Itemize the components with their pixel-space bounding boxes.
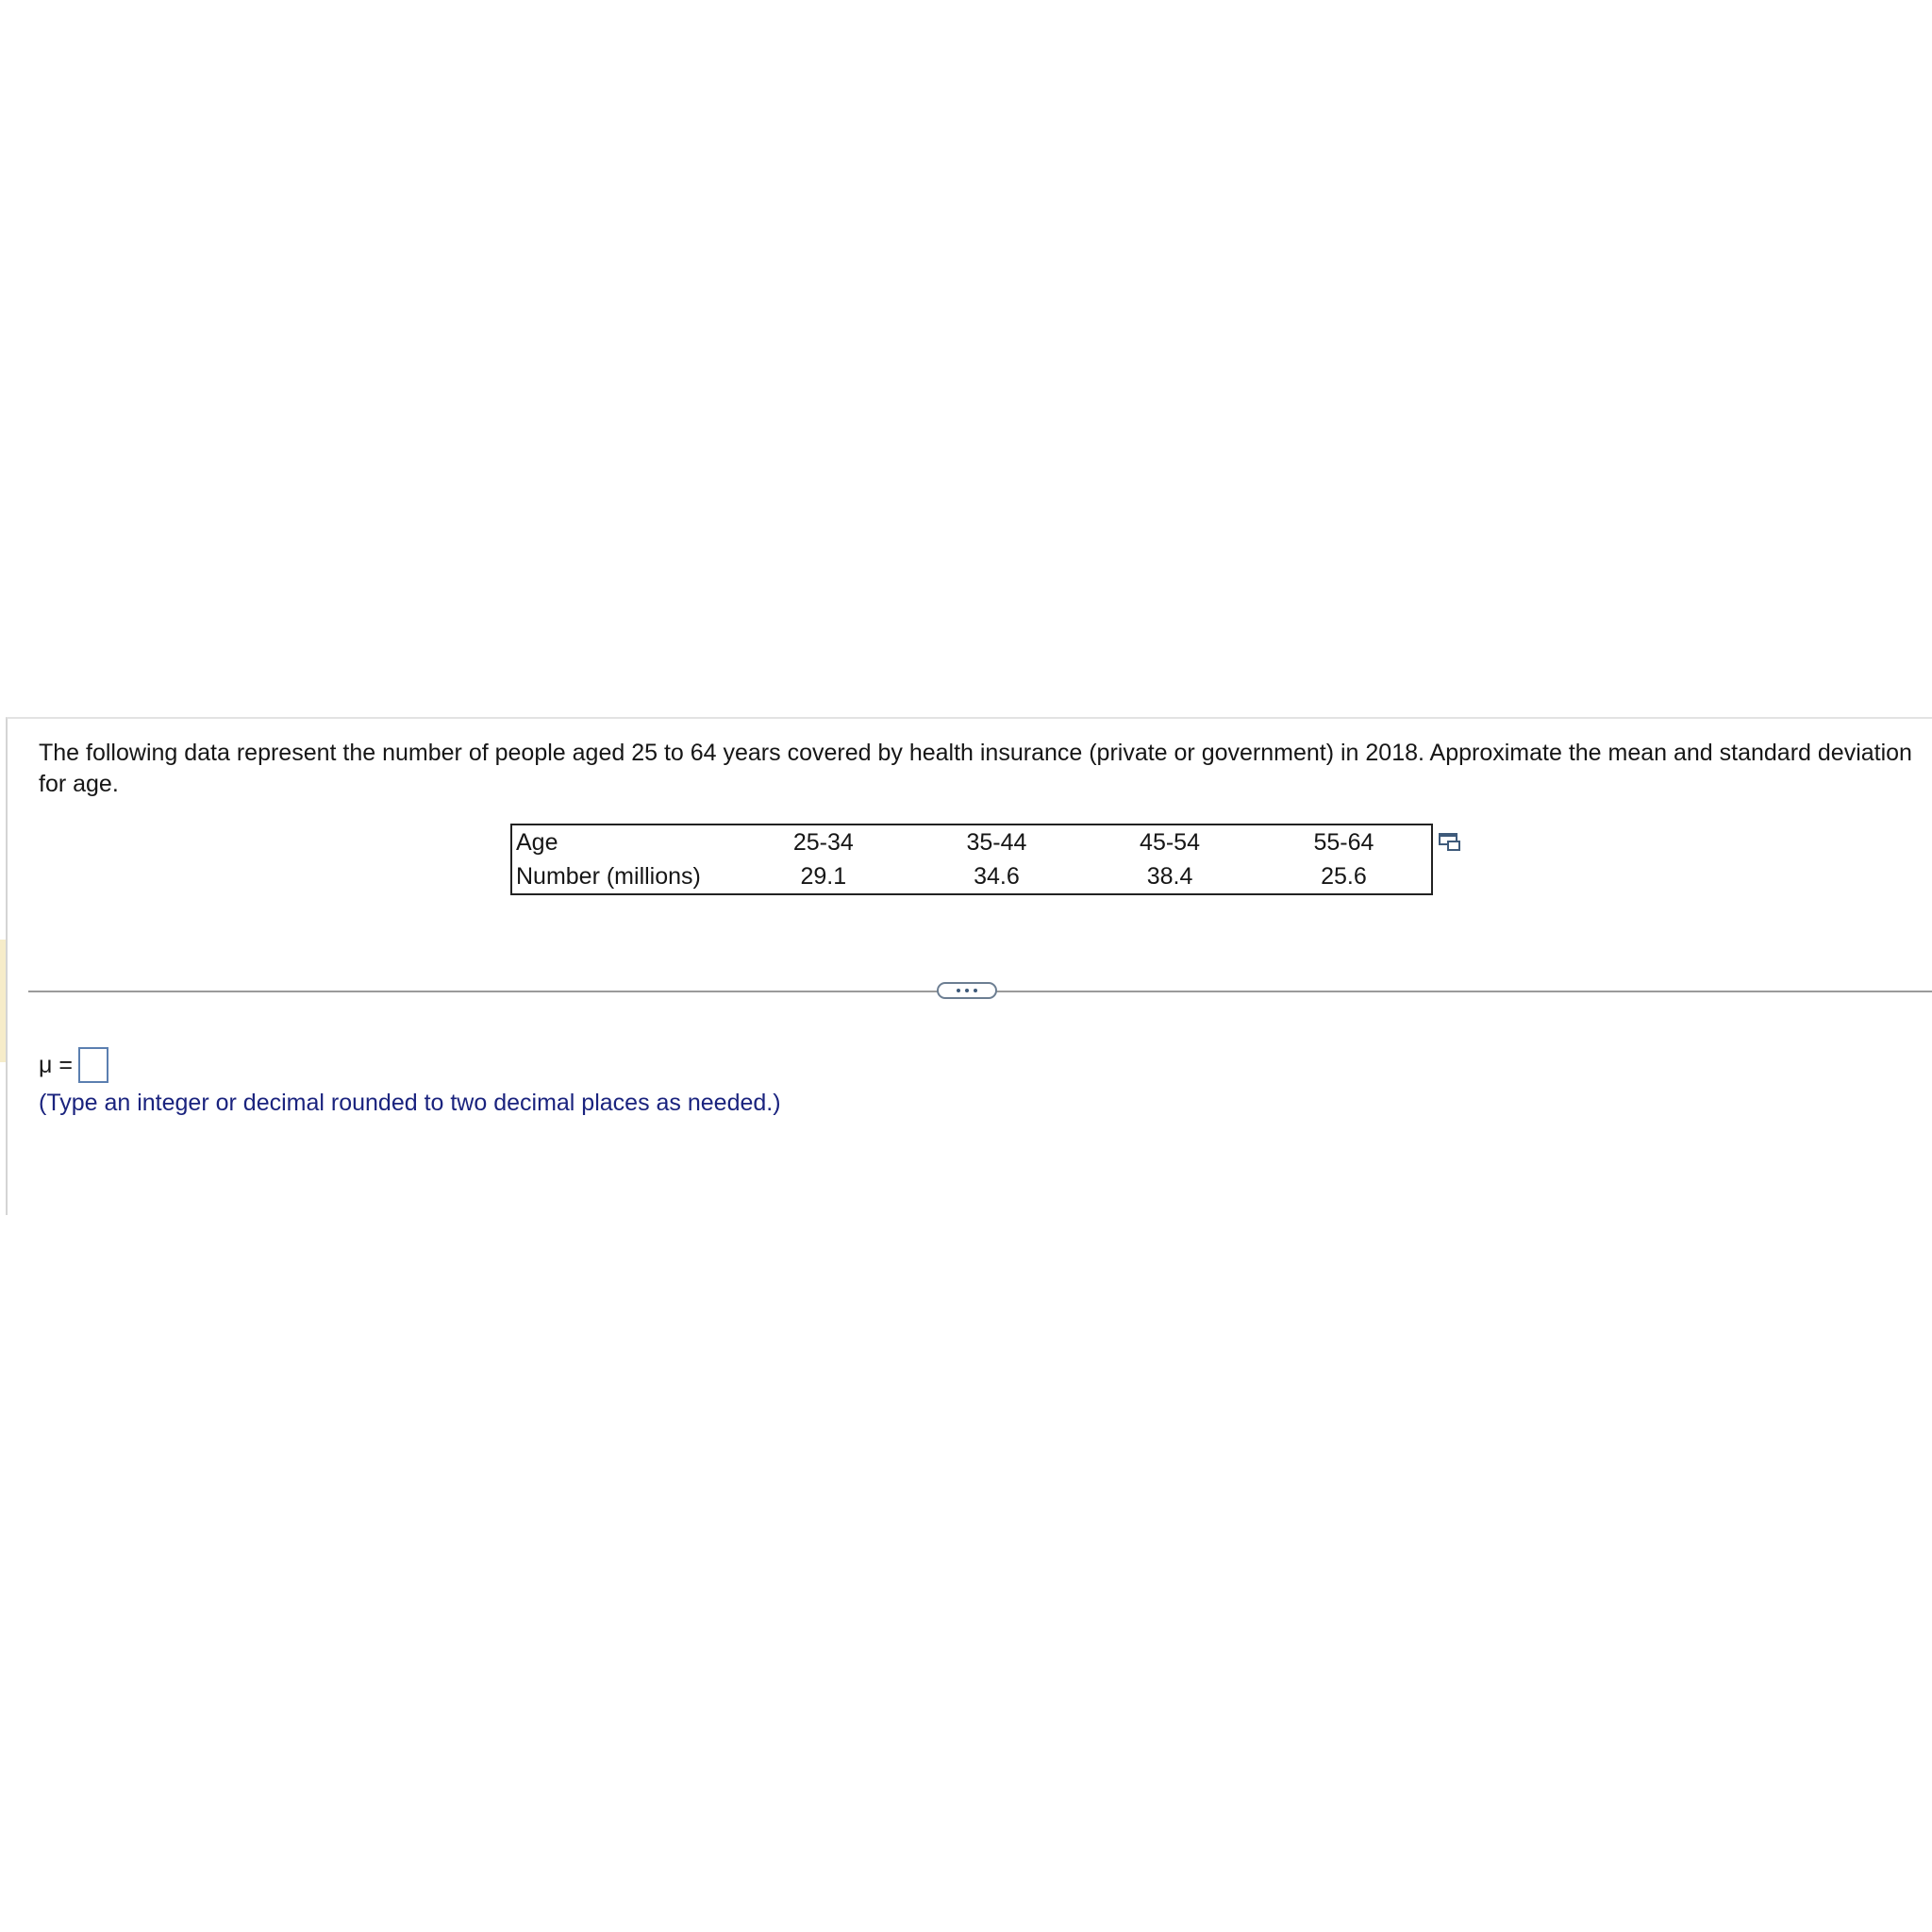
row-header-age: Age [516,829,558,856]
expand-more-button[interactable] [937,982,997,999]
row-header-number: Number (millions) [516,863,701,890]
question-panel [6,717,1932,1215]
number-value-2: 34.6 [974,863,1020,890]
data-table [510,824,1433,895]
answer-hint: (Type an integer or decimal rounded to two decimal places as needed.) [39,1090,781,1116]
age-class-2: 35-44 [966,829,1027,856]
table-row-age [511,824,1432,859]
ellipsis-icon [957,989,960,992]
age-class-1: 25-34 [792,829,854,856]
table-row-number [511,859,1432,894]
number-value-1: 29.1 [800,863,847,890]
answer-row [39,1047,108,1083]
age-class-3: 45-54 [1140,829,1200,856]
number-value-3: 38.4 [1146,863,1193,890]
question-text: The following data represent the number of people aged 25 to 64 years covered by health insurance (private or government) in 2018. Approximate the mean and standard deviation for age. [39,740,1912,797]
age-class-4: 55-64 [1313,829,1374,856]
number-value-4: 25.6 [1321,863,1367,890]
popout-icon[interactable] [1439,832,1463,853]
mean-answer-input[interactable] [78,1047,108,1083]
mu-label: μ = [39,1051,73,1078]
